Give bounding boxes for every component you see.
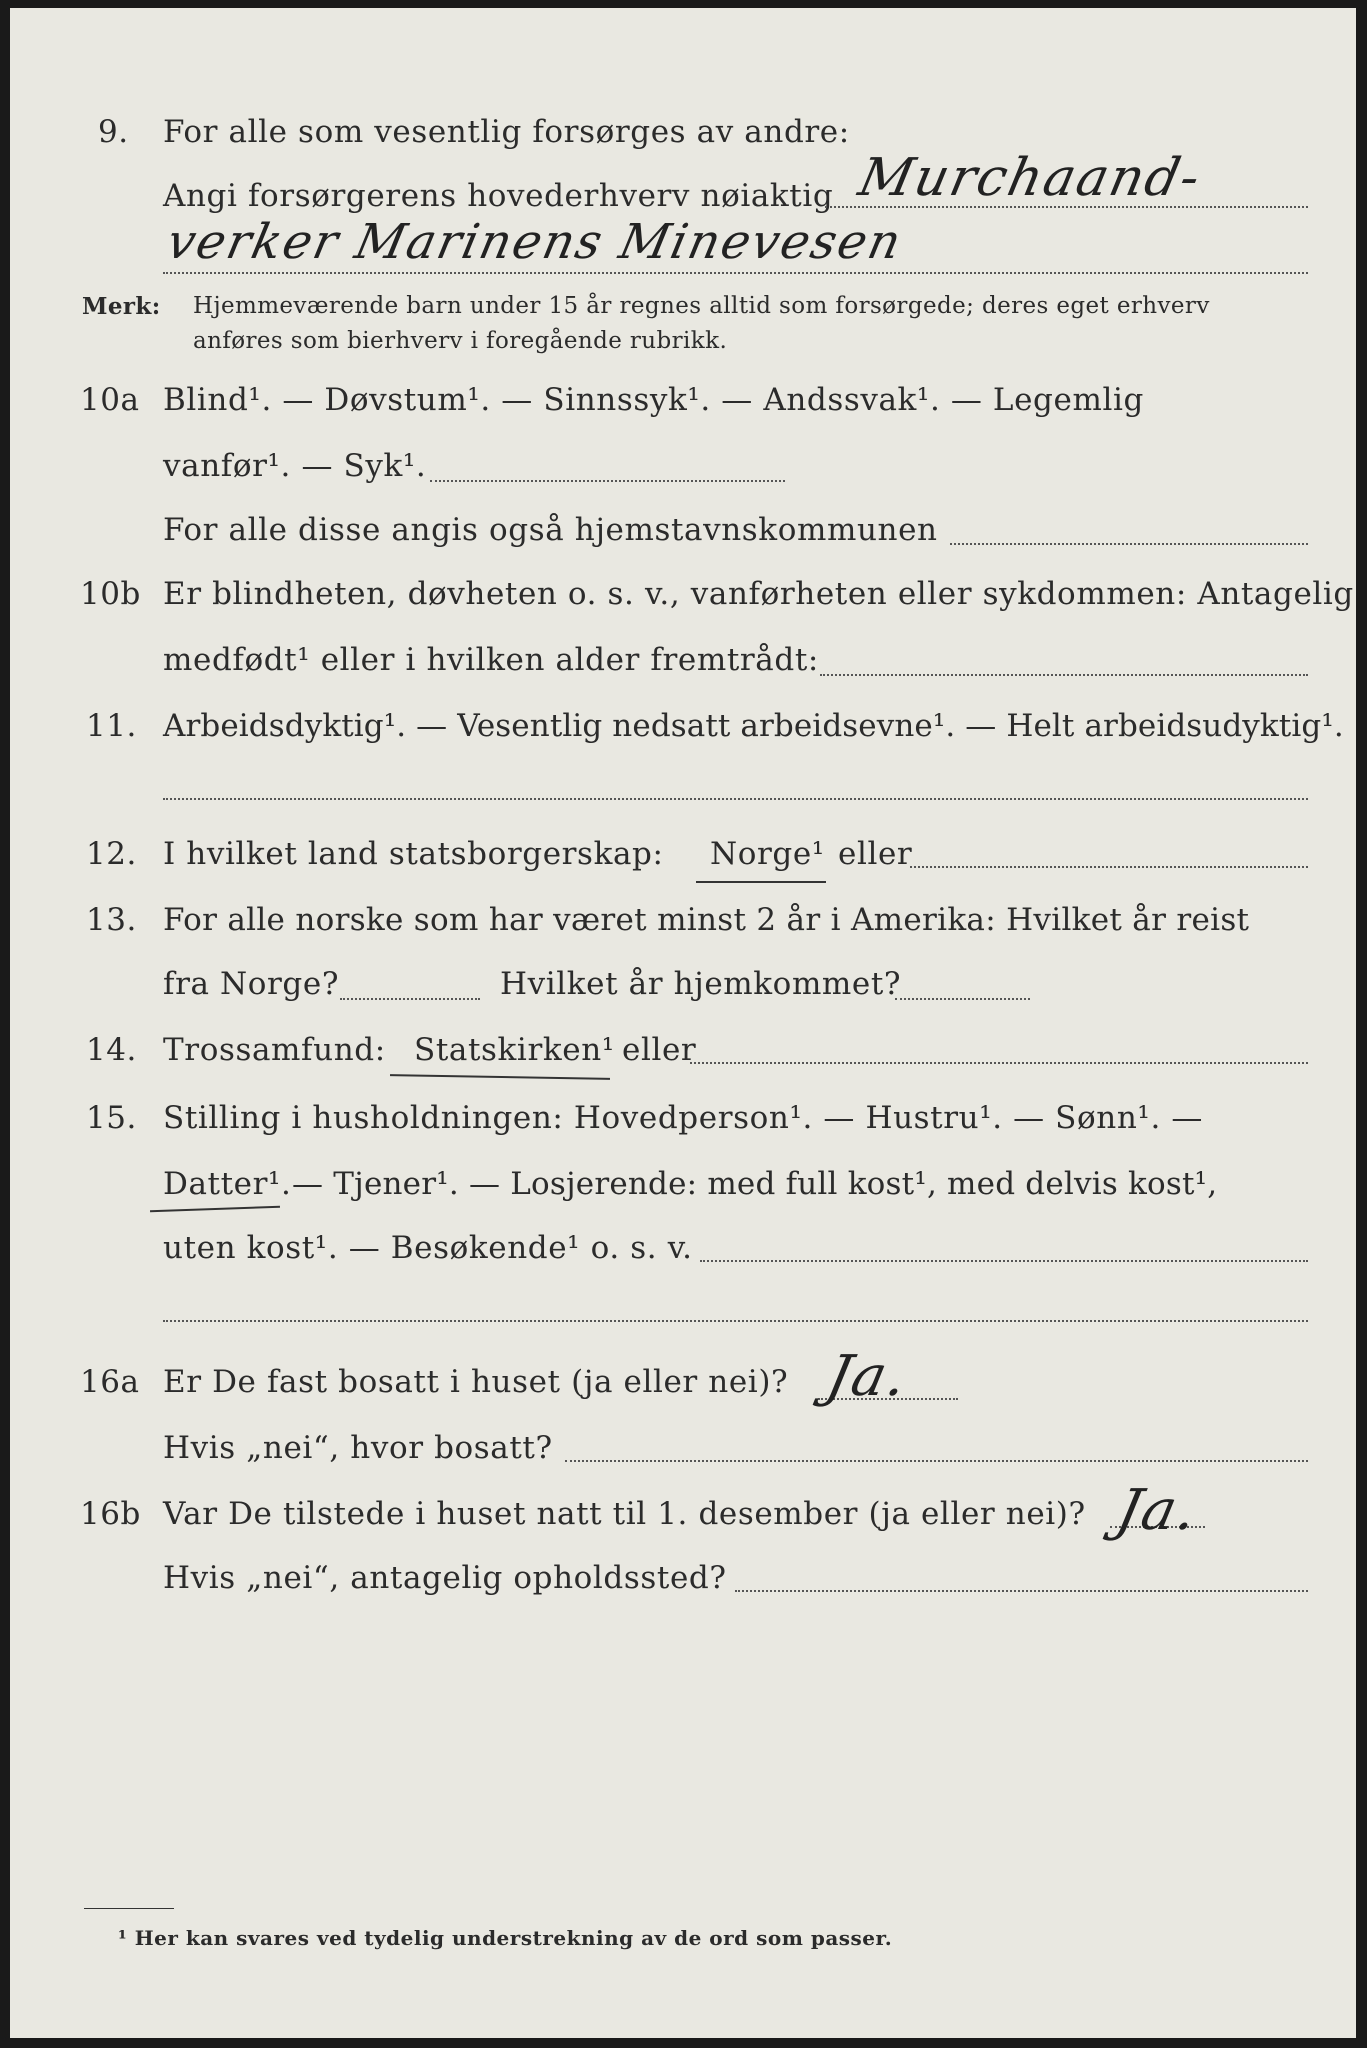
q11-number: 11. (86, 708, 137, 744)
q15-number: 15. (86, 1100, 137, 1136)
q14-label: Trossamfund: (163, 1032, 386, 1068)
q10a-line1: Blind¹. — Døvstum¹. — Sinnssyk¹. — Andssvak¹. — Legemlig (163, 382, 1144, 418)
q12-line1: I hvilket land statsborgerskap: (163, 836, 664, 872)
q16b-line2: Hvis „nei“, antagelig opholdssted? (163, 1560, 727, 1596)
q14-number: 14. (86, 1032, 137, 1068)
q13-number: 13. (86, 902, 137, 938)
q16b-number: 16b (80, 1496, 141, 1532)
q14-statskirken-underline (390, 1074, 610, 1080)
q15-option-datter[interactable]: Datter¹. (163, 1166, 292, 1202)
merk-line1: Hjemmeværende barn under 15 år regnes alltid som forsørgede; deres eget erhverv (193, 293, 1210, 319)
q16a-line1: Er De fast bosatt i huset (ja eller nei)? (163, 1364, 789, 1400)
q15-datter-underline (150, 1206, 280, 1213)
footnote: ¹ Her kan svares ved tydelig understrekning av de ord som passer. (118, 1926, 893, 1950)
footnote-rule (84, 1908, 174, 1909)
q16b-handwritten-answer: Ja. (1111, 1478, 1205, 1543)
q9-handwritten-answer1: Murchaand- (853, 148, 1207, 208)
q12-number: 12. (86, 836, 137, 872)
q10b-line1: Er blindheten, døvheten o. s. v., vanførheten eller sykdommen: Antagelig (163, 576, 1354, 612)
q10a-hometown-line[interactable] (950, 543, 1308, 545)
q13-return-line[interactable] (895, 998, 1030, 1000)
q15-answer-line1[interactable] (700, 1260, 1308, 1262)
q15-answer-line2[interactable] (163, 1320, 1308, 1322)
q16a-number: 16a (80, 1364, 140, 1400)
merk-label: Merk: (82, 293, 161, 320)
q12-rest: eller (838, 836, 913, 872)
q10b-line2: medfødt¹ eller i hvilken alder fremtrådt: (163, 642, 819, 678)
q16a-line2: Hvis „nei“, hvor bosatt? (163, 1430, 553, 1466)
q10b-number: 10b (80, 576, 141, 612)
q9-line2: Angi forsørgerens hovederhverv nøiaktig (163, 178, 834, 214)
q10a-number: 10a (80, 382, 140, 418)
merk-line2: anføres som bierhverv i foregående rubrikk. (193, 328, 728, 354)
q16b-where-line[interactable] (735, 1590, 1308, 1592)
q13-left-line[interactable] (340, 998, 480, 1000)
q15-line2b: — Tjener¹. — Losjerende: med full kost¹, med delvis kost¹, (292, 1166, 1218, 1202)
q10a-sick-line[interactable] (430, 480, 785, 482)
q16a-where-line[interactable] (565, 1460, 1308, 1462)
q12-option-norge[interactable]: Norge¹ (710, 836, 825, 872)
q15-line1: Stilling i husholdningen: Hovedperson¹. — Hustru¹. — Sønn¹. — (163, 1100, 1203, 1136)
q15-line3: uten kost¹. — Besøkende¹ o. s. v. (163, 1230, 693, 1266)
q14-rest: eller (622, 1032, 697, 1068)
q12-answer-line[interactable] (910, 866, 1308, 868)
q13-line2b: Hvilket år hjemkommet? (500, 966, 902, 1002)
q14-option-statskirken[interactable]: Statskirken¹ (414, 1032, 615, 1068)
q16b-line1: Var De tilstede i huset natt til 1. desember (ja eller nei)? (163, 1496, 1086, 1532)
q13-line1: For alle norske som har været minst 2 år i Amerika: Hvilket år reist (163, 902, 1250, 938)
q9-handwritten-answer2: verker Marinens Minevesen (162, 214, 908, 270)
q9-number: 9. (98, 114, 129, 150)
q13-line2a: fra Norge? (163, 966, 340, 1002)
q14-answer-line[interactable] (690, 1062, 1308, 1064)
census-form-page (10, 8, 1356, 2038)
q11-answer-line[interactable] (163, 798, 1308, 800)
q11-line1: Arbeidsdyktig¹. — Vesentlig nedsatt arbeidsevne¹. — Helt arbeidsudyktig¹. (163, 708, 1344, 744)
q10a-line3: For alle disse angis også hjemstavnskommunen (163, 512, 938, 548)
q16a-handwritten-answer: Ja. (821, 1344, 915, 1409)
q9-answer-line2[interactable] (163, 272, 1308, 274)
q9-line1: For alle som vesentlig forsørges av andre: (163, 114, 850, 150)
q10b-answer-line[interactable] (820, 674, 1308, 676)
q12-norge-underline (696, 881, 826, 883)
q10a-line2: vanfør¹. — Syk¹. (163, 448, 427, 484)
